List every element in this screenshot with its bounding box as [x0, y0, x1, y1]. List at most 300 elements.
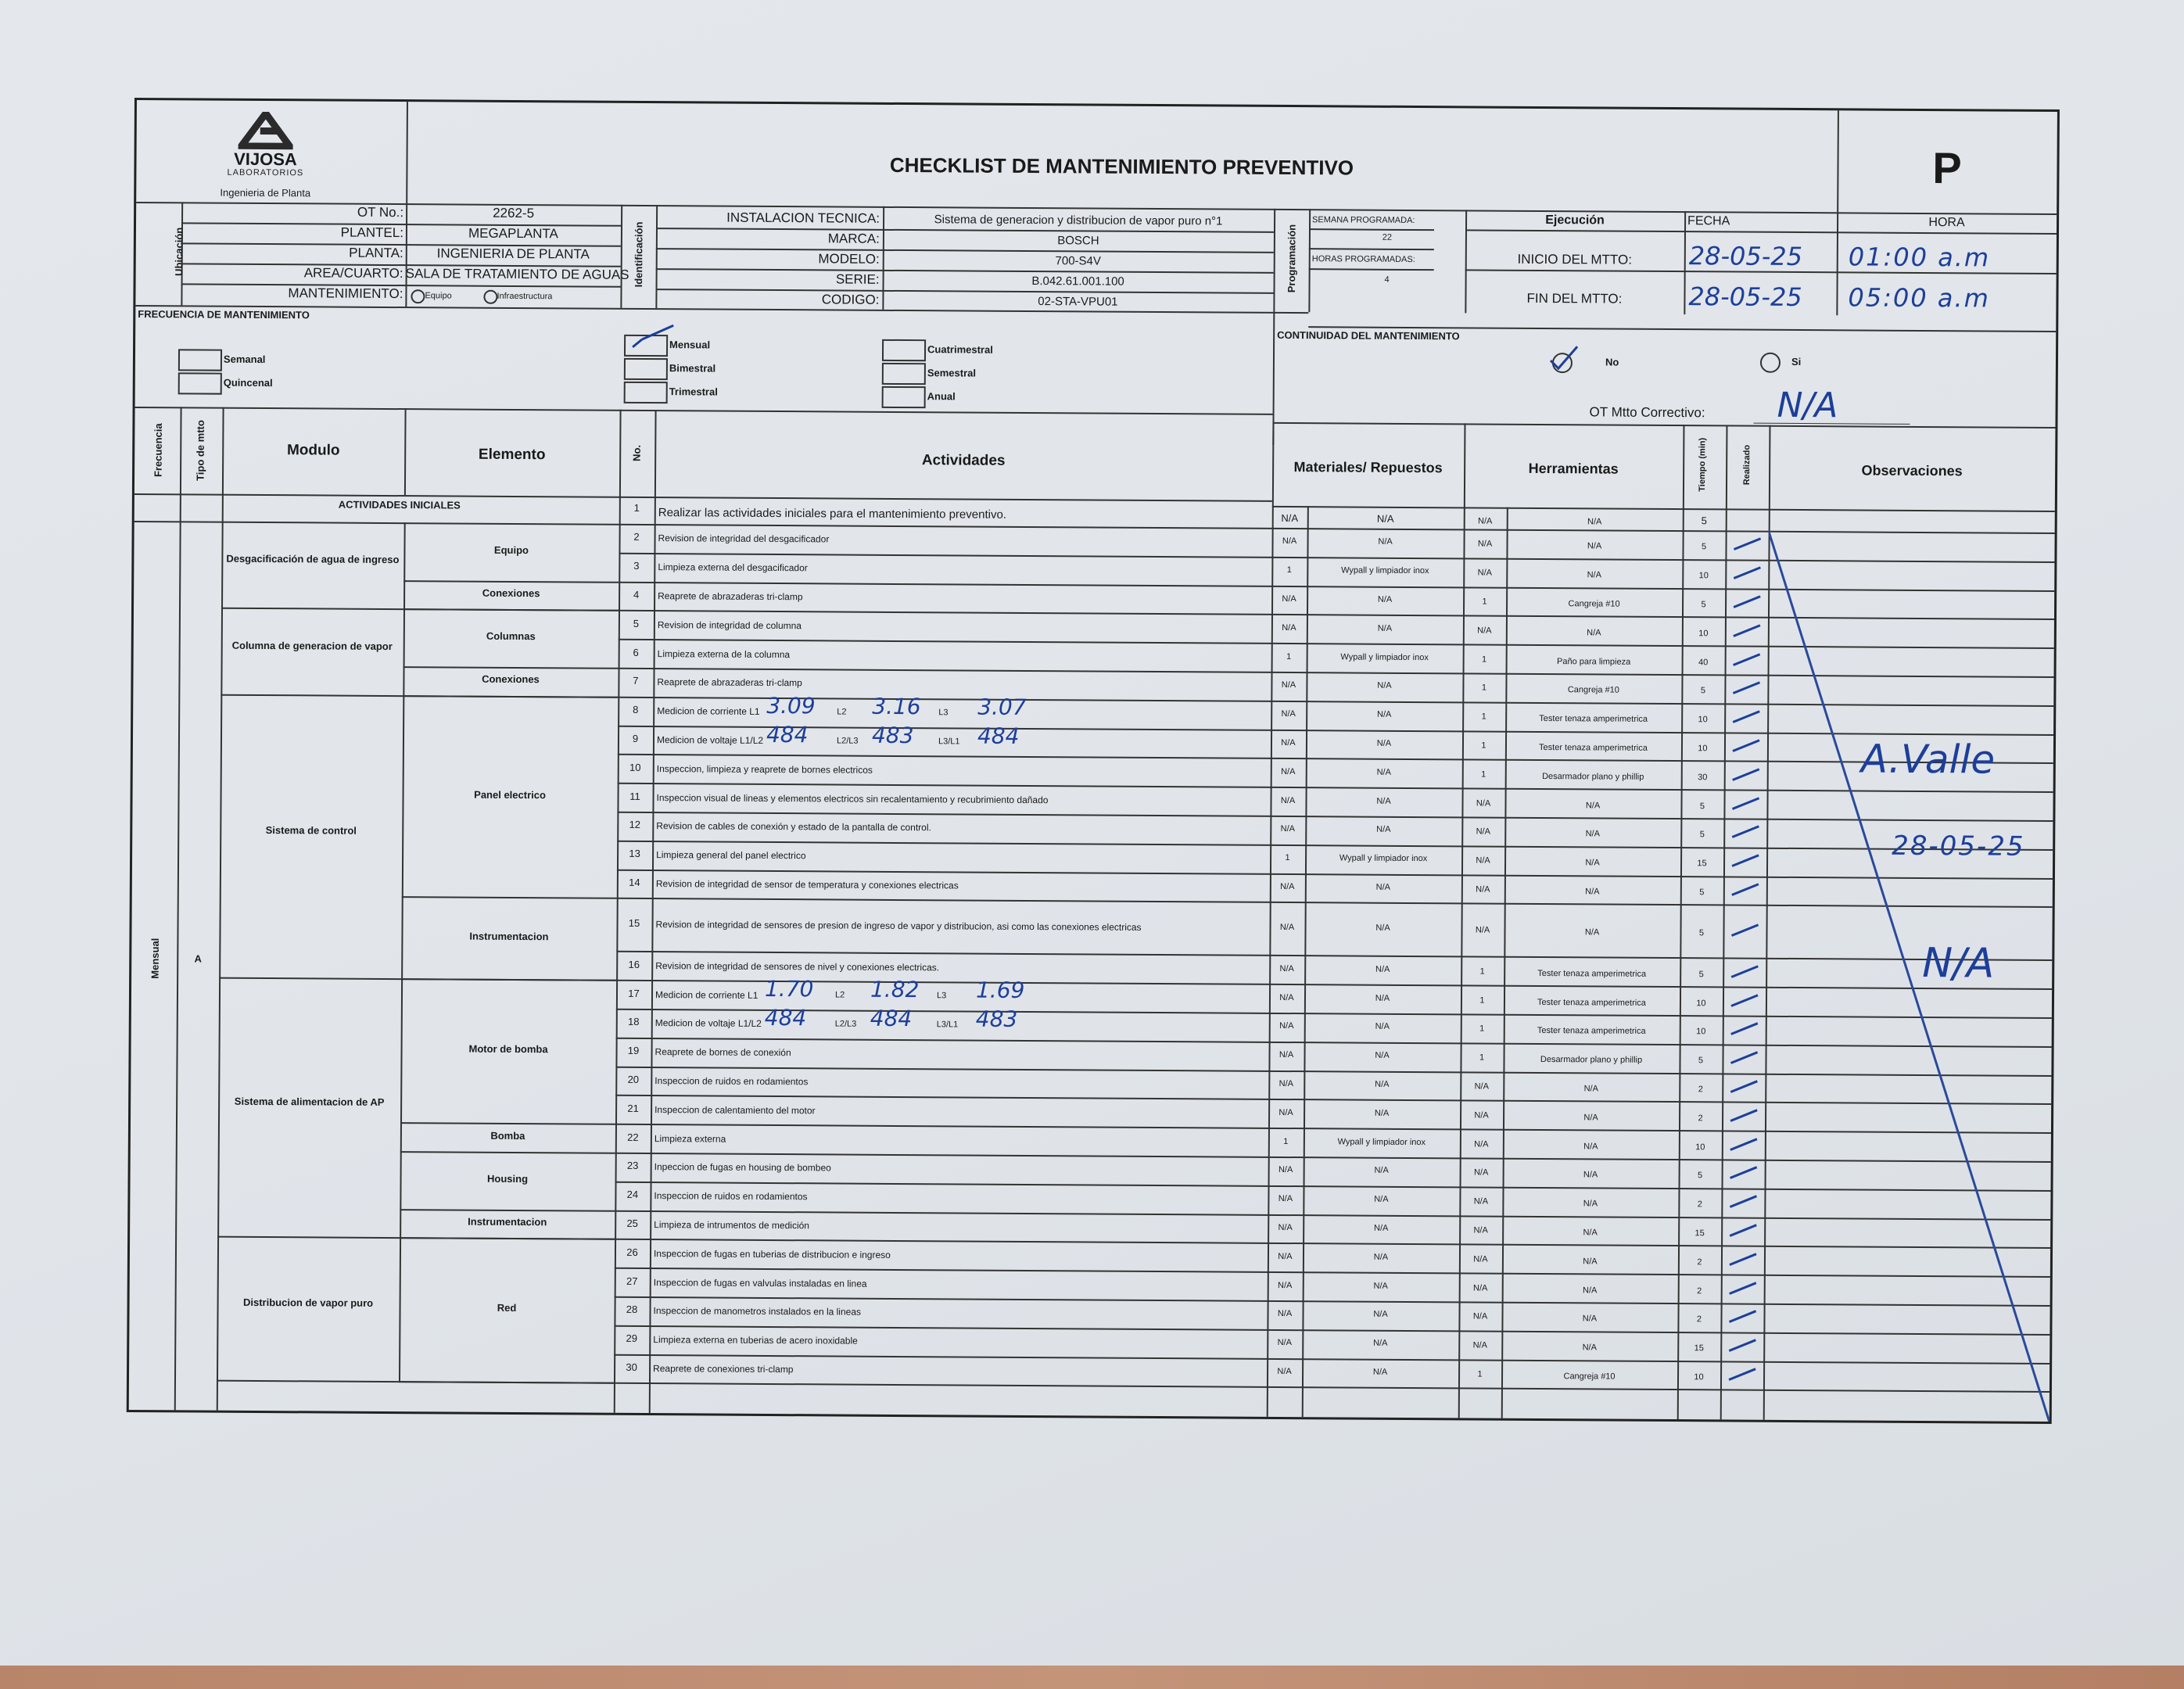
row-material: Wypall y limpiador inox — [1340, 652, 1429, 662]
element-name: Instrumentacion — [468, 1215, 547, 1228]
initial-row-mat-qty: N/A — [1281, 511, 1299, 525]
row-time: 30 — [1698, 773, 1708, 783]
row-number: 15 — [628, 917, 640, 930]
logo-area — [136, 100, 407, 203]
department-label: Ingenieria de Planta — [220, 186, 311, 199]
row-material: N/A — [1378, 537, 1393, 547]
identificacion-field-label: CODIGO: — [821, 292, 880, 307]
row-material: N/A — [1375, 923, 1390, 934]
row-tool-qty: 1 — [1479, 1024, 1485, 1034]
ubicacion-field-value: INGENIERIA DE PLANTA — [436, 246, 590, 262]
row-time: 2 — [1697, 1257, 1702, 1268]
row-tool-qty: N/A — [1473, 1283, 1488, 1293]
realizado-check-icon — [1730, 593, 1765, 611]
row-material: Wypall y limpiador inox — [1337, 1137, 1426, 1147]
element-name: Columnas — [486, 629, 536, 643]
realizado-check-icon — [1728, 922, 1763, 941]
row-tool-qty: N/A — [1472, 1311, 1488, 1321]
row-material: N/A — [1375, 882, 1391, 892]
row-time: 10 — [1698, 715, 1708, 725]
col-materiales: Materiales/ Repuestos — [1293, 459, 1443, 476]
row-tool-qty: N/A — [1477, 568, 1493, 578]
measurement-l2-handwritten: 484 — [870, 1005, 913, 1032]
row-time: 10 — [1696, 998, 1706, 1008]
col-realizado: Realizado — [1742, 444, 1752, 486]
row-time: 5 — [1699, 888, 1705, 898]
row-activity: Inpeccion de fugas en housing de bombeo — [654, 1161, 831, 1174]
measurement-l3-label: L3/L1 — [936, 1020, 959, 1030]
realizado-check-icon — [1730, 565, 1765, 583]
identificacion-label: Identificación — [633, 221, 645, 288]
inicio-mtto-label: INICIO DEL MTTO: — [1517, 251, 1633, 267]
row-tool: N/A — [1584, 927, 1600, 938]
row-tool-qty: 1 — [1481, 741, 1486, 751]
row-activity: Inspeccion, limpieza y reaprete de bornes electricos — [656, 762, 873, 776]
element-name: Equipo — [493, 543, 529, 556]
row-tool-qty: 1 — [1479, 1052, 1485, 1063]
row-activity: Inspeccion de ruidos en rodamientos — [654, 1075, 809, 1088]
observaciones-na: N/A — [1922, 939, 1995, 988]
row-time: 10 — [1695, 1142, 1705, 1152]
fin-mtto-label: FIN DEL MTTO: — [1526, 290, 1623, 307]
row-tool-qty: N/A — [1476, 827, 1491, 837]
row-activity: Revision de integridad de columna — [657, 619, 802, 632]
vijosa-logo-icon — [238, 112, 293, 149]
frecuencia-mensual-label: Mensual — [149, 938, 161, 979]
row-material: N/A — [1377, 623, 1393, 633]
realizado-check-icon — [1729, 852, 1763, 871]
realizado-check-icon — [1727, 1279, 1761, 1298]
row-activity: Limpieza externa del desgacificador — [658, 561, 808, 574]
row-tool: N/A — [1583, 1084, 1599, 1094]
realizado-check-icon — [1727, 1193, 1761, 1212]
row-tool: N/A — [1583, 1141, 1598, 1152]
row-tool-qty: N/A — [1476, 798, 1491, 809]
row-material: N/A — [1377, 594, 1393, 604]
col-tipo-mtto: Tipo de mtto — [194, 420, 206, 481]
realizado-check-icon — [1730, 708, 1764, 727]
row-material-qty: N/A — [1278, 1194, 1293, 1204]
measurement-l1-handwritten: 484 — [766, 721, 809, 748]
row-tool: Tester tenaza amperimetrica — [1539, 714, 1648, 725]
row-material: N/A — [1373, 1281, 1388, 1291]
row-activity: Revision de integridad de sensores de nivel y conexiones electricas. — [655, 959, 940, 974]
row-tool: N/A — [1583, 1257, 1598, 1267]
row-material-qty: N/A — [1279, 1021, 1294, 1031]
row-material-qty: N/A — [1281, 680, 1296, 690]
module-name: Desgacificación de agua de ingreso — [226, 552, 400, 566]
row-tool-qty: N/A — [1474, 1110, 1489, 1121]
element-name: Bomba — [490, 1129, 525, 1142]
frecuencia-option-label: Semestral — [927, 367, 977, 379]
frecuencia-option-label: Bimestral — [669, 362, 716, 375]
row-tool-qty: N/A — [1473, 1167, 1489, 1178]
row-time: 5 — [1698, 928, 1705, 938]
row-number: 21 — [627, 1102, 639, 1114]
module-name: Sistema de control — [265, 824, 357, 837]
ot-correctivo-label: OT Mtto Correctivo: — [1589, 404, 1705, 421]
row-activity: Reaprete de abrazaderas tri-clamp — [657, 676, 802, 689]
row-number: 17 — [628, 987, 640, 999]
identificacion-field-label: INSTALACION TECNICA: — [726, 210, 880, 226]
element-name: Motor de bomba — [468, 1042, 548, 1056]
row-tool-qty: N/A — [1474, 1081, 1490, 1092]
row-material-qty: N/A — [1278, 1222, 1293, 1233]
row-activity: Inspeccion visual de lineas y elementos electricos sin recalentamiento y recubrimiento dañado — [656, 791, 1049, 805]
actividades-iniciales-label: ACTIVIDADES INICIALES — [338, 498, 461, 511]
row-material: N/A — [1373, 1223, 1389, 1233]
continuidad-si-radio[interactable] — [1760, 353, 1781, 373]
row-material: N/A — [1375, 1050, 1390, 1061]
identificacion-field-label: MODELO: — [818, 251, 880, 267]
measurement-l2-label: L2/L3 — [836, 736, 859, 746]
realizado-check-icon — [1729, 794, 1763, 813]
observaciones-signature: A.Valle — [1860, 736, 1996, 783]
row-activity: Limpieza externa — [654, 1132, 726, 1145]
row-material-qty: N/A — [1277, 1366, 1292, 1377]
row-time: 10 — [1698, 571, 1709, 581]
row-material-qty: N/A — [1279, 923, 1295, 933]
realizado-check-icon — [1730, 536, 1765, 554]
row-tool-qty: 1 — [1479, 966, 1485, 977]
row-tool: N/A — [1583, 1113, 1598, 1123]
row-tool: N/A — [1585, 887, 1600, 897]
row-number: 25 — [626, 1217, 638, 1229]
row-material-qty: N/A — [1279, 992, 1294, 1002]
row-activity: Revision de integridad de sensores de presion de ingreso de vapor y distribucion, asi como las conexiones electricas — [655, 919, 1142, 934]
row-time: 10 — [1698, 629, 1709, 639]
row-tool-qty: 1 — [1479, 995, 1485, 1006]
row-number: 28 — [626, 1304, 638, 1316]
row-time: 10 — [1698, 744, 1708, 754]
row-material-qty: 1 — [1286, 651, 1292, 662]
row-material: N/A — [1375, 1022, 1390, 1032]
table-surface — [0, 1666, 2184, 1689]
realizado-check-icon — [1726, 1337, 1760, 1356]
inicio-fecha-handwritten: 28-05-25 — [1688, 241, 1803, 272]
row-number: 16 — [628, 958, 640, 970]
frecuencia-option-label: Trimestral — [669, 385, 718, 398]
realizado-check-icon — [1730, 622, 1765, 640]
row-time: 2 — [1697, 1200, 1702, 1210]
row-tool: N/A — [1585, 858, 1600, 868]
row-material-qty: N/A — [1282, 536, 1297, 547]
row-tool: Cangreja #10 — [1568, 599, 1620, 609]
row-tool: N/A — [1582, 1314, 1598, 1324]
horas-label: HORAS PROGRAMADAS: — [1311, 254, 1415, 265]
row-time: 5 — [1699, 801, 1705, 811]
frecuencia-option-label: Mensual — [669, 339, 711, 351]
frecuencia-checkmark-icon — [628, 324, 683, 355]
identificacion-field-value: Sistema de generacion y distribucion de vapor puro n°1 — [934, 213, 1223, 228]
row-number: 9 — [632, 732, 639, 744]
infraestructura-radio[interactable] — [483, 290, 497, 304]
row-material: N/A — [1375, 993, 1390, 1003]
horas-value: 4 — [1384, 274, 1390, 285]
row-time: 5 — [1698, 1171, 1703, 1181]
row-number: 19 — [627, 1045, 640, 1057]
ubicacion-field-label: PLANTA: — [349, 245, 403, 261]
hora-label: HORA — [1928, 216, 1965, 230]
realizado-check-icon — [1727, 1106, 1762, 1125]
row-material: N/A — [1374, 1194, 1389, 1205]
element-name: Red — [497, 1302, 517, 1314]
row-number: 7 — [633, 675, 639, 687]
row-time: 5 — [1698, 970, 1704, 980]
row-material: N/A — [1376, 738, 1392, 748]
frecuencia-checkbox[interactable] — [178, 349, 222, 371]
row-material-qty: N/A — [1277, 1309, 1293, 1319]
row-tool-qty: N/A — [1472, 1340, 1487, 1350]
frecuencia-option-label: Semanal — [223, 353, 266, 366]
realizado-check-icon — [1727, 1250, 1761, 1269]
inicio-hora-handwritten: 01:00 a.m — [1848, 242, 1991, 273]
continuidad-title: CONTINUIDAD DEL MANTENIMIENTO — [1277, 328, 1460, 342]
row-material-qty: N/A — [1279, 963, 1294, 974]
identificacion-field-value: 02-STA-VPU01 — [1038, 295, 1118, 309]
ubicacion-field-value: SALA DE TRATAMIENTO DE AGUAS — [405, 266, 629, 282]
realizado-check-icon — [1728, 1020, 1763, 1039]
row-activity: Reaprete de abrazaderas tri-clamp — [658, 590, 803, 603]
row-activity: Medicion de voltaje L1/L2 — [654, 1017, 762, 1030]
row-number: 10 — [629, 761, 641, 773]
ubicacion-field-value: 2262-5 — [493, 205, 535, 221]
row-tool-qty: N/A — [1477, 539, 1493, 550]
row-tool: N/A — [1582, 1343, 1597, 1353]
row-tool-qty: 1 — [1482, 654, 1487, 665]
row-tool: Desarmador plano y phillip — [1540, 1055, 1643, 1065]
page-title: CHECKLIST DE MANTENIMIENTO PREVENTIVO — [889, 152, 1354, 180]
fecha-label: FECHA — [1687, 214, 1730, 228]
row-number: 13 — [629, 848, 640, 860]
realizado-check-icon — [1727, 1135, 1762, 1154]
realizado-check-icon — [1728, 992, 1763, 1010]
row-material: N/A — [1373, 1252, 1389, 1262]
row-tool: N/A — [1587, 628, 1601, 638]
semana-value: 22 — [1382, 232, 1393, 242]
row-time: 15 — [1694, 1228, 1705, 1239]
row-material-qty: N/A — [1280, 881, 1295, 892]
realizado-check-icon — [1729, 880, 1763, 899]
row-material-qty: N/A — [1278, 1165, 1293, 1175]
measurement-l2-label: L2 — [837, 707, 847, 717]
frecuencia-checkbox[interactable] — [882, 386, 926, 408]
row-tool: N/A — [1583, 1199, 1598, 1209]
identificacion-field-label: MARCA: — [827, 231, 880, 246]
equipo-radio[interactable] — [411, 289, 425, 303]
col-herramientas: Herramientas — [1528, 460, 1619, 477]
logo-name: VIJOSA — [234, 149, 297, 170]
row-number: 4 — [633, 588, 640, 601]
row-material-qty: N/A — [1281, 737, 1296, 748]
row-activity: Inspeccion de fugas en tuberias de distribucion e ingreso — [653, 1247, 891, 1260]
row-time: 15 — [1697, 859, 1707, 869]
identificacion-field-value: 700-S4V — [1055, 254, 1101, 268]
fin-fecha-handwritten: 28-05-25 — [1688, 282, 1802, 313]
measurement-l2-handwritten: 3.16 — [872, 693, 921, 719]
measurement-l3-handwritten: 3.07 — [977, 694, 1027, 720]
row-activity: Limpieza externa de la columna — [657, 647, 791, 660]
ubicacion-label: Ubicación — [173, 227, 185, 276]
row-number: 6 — [633, 646, 639, 658]
identificacion-field-label: SERIE: — [835, 271, 880, 287]
measurement-l3-label: L3 — [938, 708, 949, 718]
realizado-check-icon — [1727, 1221, 1761, 1240]
row-tool-qty: N/A — [1476, 884, 1490, 895]
ubicacion-field-label: OT No.: — [357, 204, 404, 221]
frecuencia-checkbox[interactable] — [178, 372, 222, 394]
row-activity: Reaprete de conexiones tri-clamp — [653, 1363, 794, 1375]
realizado-check-icon — [1730, 766, 1764, 784]
row-material-qty: N/A — [1278, 1050, 1294, 1060]
row-time: 10 — [1696, 1027, 1706, 1037]
element-name: Panel electrico — [474, 788, 547, 801]
frecuencia-option-label: Cuatrimestral — [927, 343, 993, 356]
row-activity: Inspeccion de manometros instalados en la lineas — [653, 1305, 862, 1318]
row-time: 5 — [1701, 600, 1706, 610]
row-number: 20 — [627, 1073, 640, 1085]
row-number: 29 — [626, 1332, 638, 1345]
frecuencia-title: FRECUENCIA DE MANTENIMIENTO — [138, 308, 310, 321]
element-name: Conexiones — [482, 586, 540, 600]
row-material-qty: N/A — [1281, 709, 1296, 719]
row-tool-qty: N/A — [1476, 855, 1490, 866]
row-tool: N/A — [1587, 570, 1602, 580]
row-tool-qty: N/A — [1473, 1225, 1488, 1235]
frecuencia-checkbox[interactable] — [882, 363, 926, 385]
col-modulo: Modulo — [286, 442, 340, 459]
row-time: 5 — [1701, 542, 1707, 552]
row-tool-qty: N/A — [1473, 1254, 1488, 1264]
measurement-l2-handwritten: 483 — [871, 722, 914, 748]
observaciones-strike-line — [1763, 531, 2055, 1422]
frecuencia-checkbox[interactable] — [624, 358, 668, 380]
row-time: 40 — [1698, 657, 1709, 667]
row-tool: Tester tenaza amperimetrica — [1537, 968, 1647, 979]
col-frecuencia: Frecuencia — [152, 423, 164, 478]
ubicacion-field-value: MEGAPLANTA — [468, 225, 558, 242]
semana-label: SEMANA PROGRAMADA: — [1312, 215, 1415, 226]
row-number: 12 — [629, 819, 641, 831]
row-tool: Tester tenaza amperimetrica — [1537, 997, 1646, 1008]
realizado-check-icon — [1727, 1078, 1762, 1096]
initial-row-mat: N/A — [1376, 512, 1394, 525]
row-number: 22 — [627, 1131, 639, 1143]
observaciones-date: 28-05-25 — [1892, 830, 2025, 862]
row-tool-qty: N/A — [1473, 1196, 1489, 1207]
row-activity: Reaprete de bornes de conexión — [654, 1046, 791, 1059]
measurement-l1-handwritten: 1.70 — [764, 976, 814, 1002]
row-number: 30 — [626, 1361, 637, 1373]
col-tiempo: Tiempo (min) — [1697, 437, 1708, 492]
row-material-qty: N/A — [1281, 766, 1296, 776]
col-observaciones: Observaciones — [1861, 462, 1963, 479]
measurement-l3-label: L3 — [936, 991, 947, 1001]
row-material: N/A — [1373, 1310, 1388, 1320]
row-activity: Inspeccion de ruidos en rodamientos — [654, 1190, 808, 1203]
row-tool: Desarmador plano y phillip — [1542, 771, 1644, 782]
element-name: Conexiones — [482, 673, 540, 686]
row-activity: Medicion de voltaje L1/L2 — [656, 734, 764, 746]
row-activity: Revision de integridad de sensor de temperatura y conexiones electricas — [655, 878, 959, 891]
realizado-check-icon — [1730, 680, 1764, 698]
row-tool-qty: N/A — [1475, 925, 1490, 935]
row-time: 5 — [1700, 686, 1706, 696]
row-tool: Cangreja #10 — [1567, 685, 1619, 696]
initial-row-tool-qty: N/A — [1478, 516, 1493, 526]
tipo-mtto-value: A — [194, 952, 203, 965]
row-activity: Limpieza general del panel electrico — [656, 849, 806, 862]
measurement-l1-handwritten: 484 — [764, 1004, 807, 1031]
col-actividades: Actividades — [921, 452, 1006, 469]
row-material-qty: N/A — [1280, 824, 1296, 834]
row-tool: N/A — [1585, 800, 1601, 811]
row-time: 5 — [1698, 1056, 1704, 1066]
measurement-l3-handwritten: 484 — [977, 723, 1020, 749]
identificacion-field-value: B.042.61.001.100 — [1031, 274, 1124, 289]
module-name: Distribucion de vapor puro — [242, 1296, 374, 1310]
frecuencia-checkbox[interactable] — [624, 382, 668, 403]
row-number: 5 — [633, 617, 640, 629]
realizado-check-icon — [1727, 1049, 1762, 1068]
row-time: 5 — [1699, 830, 1705, 840]
row-time: 2 — [1698, 1085, 1703, 1095]
row-number: 11 — [629, 790, 640, 802]
ubicacion-field-label: AREA/CUARTO: — [303, 265, 403, 282]
initial-row-time: 5 — [1701, 515, 1707, 527]
frecuencia-option-label: Quincenal — [223, 376, 273, 389]
row-material: N/A — [1376, 825, 1391, 835]
row-tool: Tester tenaza amperimetrica — [1537, 1026, 1646, 1037]
row-material-qty: N/A — [1278, 1280, 1293, 1290]
continuidad-si-label: Si — [1791, 355, 1802, 368]
row-time: 2 — [1697, 1286, 1702, 1296]
row-material: N/A — [1375, 964, 1390, 974]
checklist-sheet — [127, 98, 2060, 1424]
row-tool-qty: 1 — [1481, 683, 1487, 693]
row-tool: N/A — [1583, 1170, 1598, 1180]
row-tool: Paño para limpieza — [1557, 656, 1631, 667]
row-tool-qty: N/A — [1474, 1139, 1489, 1149]
row-number: 26 — [626, 1246, 638, 1258]
row-tool: Cangreja #10 — [1563, 1372, 1616, 1382]
row-material-qty: 1 — [1285, 853, 1290, 863]
row-material-qty: N/A — [1278, 1078, 1294, 1089]
realizado-check-icon — [1726, 1365, 1760, 1384]
row-tool: N/A — [1583, 1285, 1598, 1296]
frecuencia-checkbox[interactable] — [882, 339, 926, 361]
row-number: 24 — [626, 1189, 639, 1201]
row-time: 15 — [1694, 1343, 1704, 1354]
row-material: N/A — [1377, 681, 1392, 691]
row-tool-qty: 1 — [1477, 1369, 1483, 1379]
row-material-qty: 1 — [1283, 1136, 1289, 1146]
ejecucion-label: Ejecución — [1545, 213, 1605, 228]
realizado-check-icon — [1728, 963, 1763, 981]
row-number: 3 — [633, 560, 640, 572]
element-name: Housing — [487, 1172, 529, 1185]
module-name: Sistema de alimentacion de AP — [234, 1095, 385, 1108]
row-activity: Revision de cables de conexión y estado de la pantalla de control. — [656, 820, 931, 834]
col-elemento: Elemento — [478, 446, 546, 464]
form-code-letter: P — [1932, 143, 1962, 193]
measurement-l2-label: L2 — [834, 990, 845, 1000]
row-number: 23 — [626, 1160, 639, 1172]
realizado-check-icon — [1726, 1308, 1760, 1327]
equipo-option-label: Equipo — [425, 291, 452, 301]
initial-row-no: 1 — [633, 501, 640, 514]
identificacion-field-value: BOSCH — [1057, 234, 1099, 248]
